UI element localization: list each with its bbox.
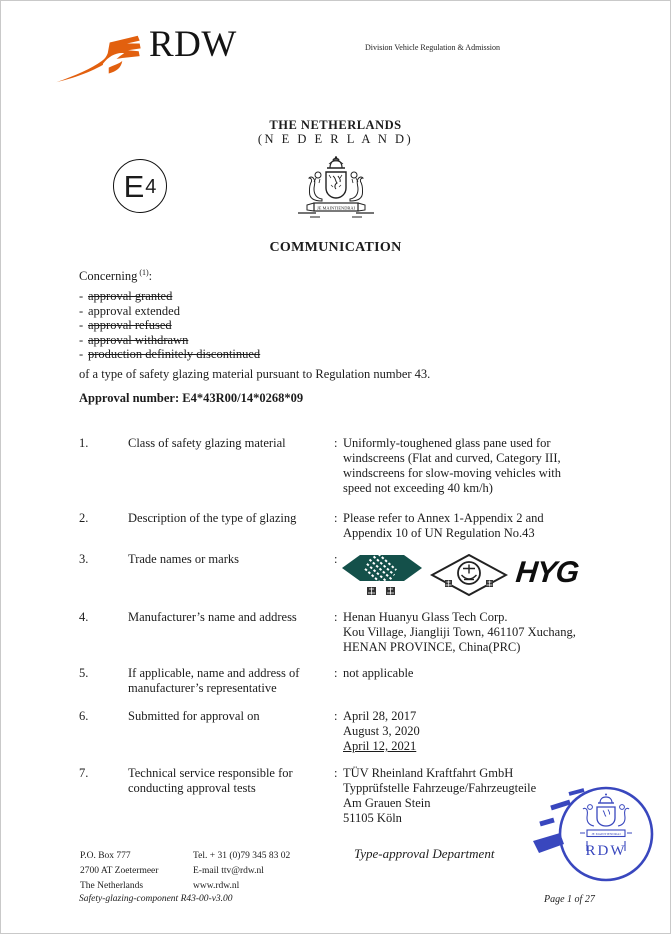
e4-approval-mark bbox=[113, 159, 167, 213]
option-text: approval refused bbox=[88, 318, 172, 333]
value-line: not applicable bbox=[343, 666, 414, 680]
communication-heading: COMMUNICATION bbox=[269, 240, 402, 255]
value-colon: : bbox=[334, 766, 338, 780]
division-title: Division Vehicle Regulation & Admission bbox=[365, 43, 500, 52]
value-line: windscreens for slow-moving vehicles with bbox=[343, 466, 562, 480]
item-number: 5. bbox=[79, 666, 89, 680]
footer-email: E-mail ttv@rdw.nl bbox=[193, 865, 264, 876]
concerning-option bbox=[79, 333, 260, 348]
item-label: Manufacturer’s name and address bbox=[128, 610, 297, 624]
value-line: speed not exceeding 40 km/h) bbox=[343, 481, 493, 495]
value-line: Kou Village, Jiangliji Town, 461107 Xuchang, bbox=[343, 625, 576, 639]
page-number: Page 1 of 27 bbox=[544, 894, 595, 905]
option-text: approval extended bbox=[88, 303, 180, 318]
value-line: HENAN PROVINCE, China(PRC) bbox=[343, 640, 521, 654]
value-colon: : bbox=[334, 709, 338, 723]
option-text: approval granted bbox=[88, 289, 173, 303]
item-number: 6. bbox=[79, 709, 89, 723]
value-colon: : bbox=[334, 666, 338, 680]
item-label: Submitted for approval on bbox=[128, 709, 260, 723]
huanyu-hexagon-mark-icon bbox=[342, 554, 422, 598]
value-line: 51105 Köln bbox=[343, 811, 402, 825]
item-number: 1. bbox=[79, 436, 89, 450]
option-dash: - bbox=[79, 347, 84, 362]
item-label: If applicable, name and address of manufacturer’s representative bbox=[128, 666, 300, 695]
approval-number: Approval number: E4*43R00/14*0268*09 bbox=[79, 391, 304, 405]
item-number: 3. bbox=[79, 552, 89, 566]
country-title: THE NETHERLANDS bbox=[269, 118, 402, 132]
item-value bbox=[334, 709, 606, 754]
footer-website: www.rdw.nl bbox=[193, 880, 240, 891]
footnote-marker: (1) bbox=[139, 268, 149, 277]
item-label: Class of safety glazing material bbox=[128, 436, 286, 450]
hyg-wordmark: HYG bbox=[514, 556, 580, 589]
item-number: 2. bbox=[79, 511, 89, 525]
footer-address-line: The Netherlands bbox=[80, 880, 144, 891]
item-label: Technical service responsible for conducting approval tests bbox=[128, 766, 293, 795]
option-dash: - bbox=[79, 289, 84, 303]
value-line: Typprüfstelle Fahrzeuge/Fahrzeugteile bbox=[343, 781, 537, 795]
huanyu-diamond-mark-icon bbox=[430, 554, 508, 598]
footer-contact bbox=[193, 849, 290, 893]
item-label: Trade names or marks bbox=[128, 552, 239, 566]
item-value bbox=[334, 666, 606, 681]
e-mark-number: 4 bbox=[145, 175, 157, 198]
option-text: production definitely discontinued bbox=[88, 347, 261, 362]
option-dash: - bbox=[79, 318, 84, 333]
footer-address-line: 2700 AT Zoetermeer bbox=[80, 865, 159, 876]
value-colon: : bbox=[334, 610, 338, 624]
value-line: Please refer to Annex 1-Appendix 2 and bbox=[343, 511, 544, 525]
footer-phone: Tel. + 31 (0)79 345 83 02 bbox=[193, 851, 291, 861]
country-subtitle: (N E D E R L A N D) bbox=[257, 132, 414, 146]
item-number: 4. bbox=[79, 610, 89, 624]
footer-address bbox=[80, 849, 158, 893]
value-line: Uniformly-toughened glass pane used for bbox=[343, 436, 551, 450]
trade-marks-logos bbox=[342, 554, 578, 598]
value-line: TÜV Rheinland Kraftfahrt GmbH bbox=[343, 766, 514, 780]
stamp-label: RDW bbox=[585, 843, 627, 859]
stamp-motto: JE MAINTIENDRAI bbox=[591, 832, 621, 836]
concerning-options-list bbox=[79, 289, 260, 362]
netherlands-coat-of-arms-icon bbox=[288, 155, 384, 223]
item-value bbox=[334, 610, 606, 655]
concerning-label: Concerning bbox=[79, 269, 138, 284]
value-colon: : bbox=[334, 511, 338, 525]
footer-address-line: P.O. Box 777 bbox=[80, 851, 131, 861]
rdw-stamp-icon bbox=[529, 781, 669, 891]
value-line: windscreens (Flat and curved, Category III, bbox=[343, 451, 561, 465]
rdw-wordmark: RDW bbox=[149, 24, 237, 65]
option-text: approval withdrawn bbox=[88, 332, 189, 347]
value-line: April 28, 2017 bbox=[343, 709, 417, 723]
coat-of-arms-motto: JE MAINTIENDRAI bbox=[317, 205, 355, 211]
concerning-option bbox=[79, 304, 260, 319]
value-line: April 12, 2021 bbox=[343, 739, 417, 753]
option-dash: - bbox=[79, 332, 84, 347]
concerning-colon: : bbox=[148, 269, 153, 284]
value-colon: : bbox=[334, 552, 338, 566]
item-label: Description of the type of glazing bbox=[128, 511, 297, 525]
rdw-swoosh-icon bbox=[51, 29, 151, 87]
item-value bbox=[334, 436, 606, 496]
value-colon: : bbox=[334, 436, 338, 450]
concerning-option bbox=[79, 318, 260, 333]
concerning-option bbox=[79, 347, 260, 362]
value-line: Appendix 10 of UN Regulation No.43 bbox=[343, 526, 535, 540]
e-mark-letter: E bbox=[123, 168, 145, 204]
item-value bbox=[334, 511, 606, 541]
value-line: Am Grauen Stein bbox=[343, 796, 431, 810]
value-line: Henan Huanyu Glass Tech Corp. bbox=[343, 610, 508, 624]
value-line: August 3, 2020 bbox=[343, 724, 420, 738]
pursuant-text: of a type of safety glazing material pursuant to Regulation number 43. bbox=[79, 367, 431, 381]
concerning-option bbox=[79, 289, 260, 304]
item-number: 7. bbox=[79, 766, 89, 780]
concerning-heading bbox=[79, 266, 152, 284]
option-dash: - bbox=[79, 303, 84, 318]
department-name: Type-approval Department bbox=[354, 846, 495, 861]
document-reference: Safety-glazing-component R43-00-v3.00 bbox=[79, 894, 233, 904]
